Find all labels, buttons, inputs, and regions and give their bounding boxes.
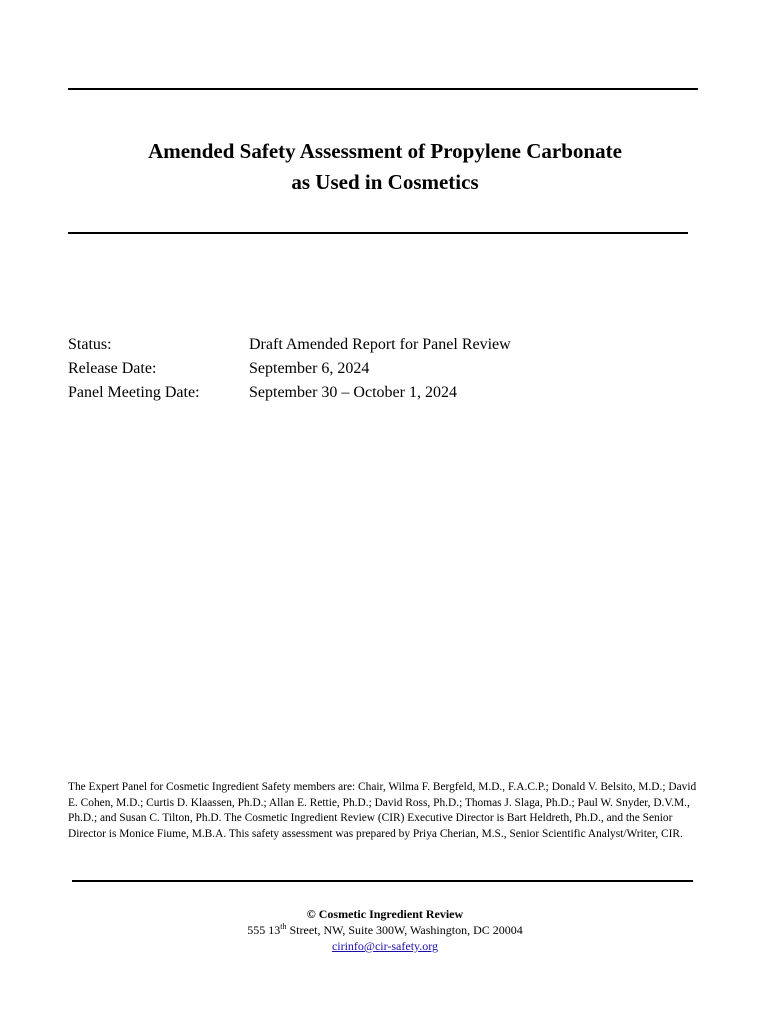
panel-meeting-date-label: Panel Meeting Date: <box>68 384 200 401</box>
document-title-line-2: as Used in Cosmetics <box>291 170 479 194</box>
contact-email-link[interactable]: cirinfo@cir-safety.org <box>331 939 439 953</box>
status-label: Status: <box>68 336 112 353</box>
expert-panel-note: The Expert Panel for Cosmetic Ingredient Safety members are: Chair, Wilma F. Bergfeld, M.D., F.A.C.P.; Donald V. Belsito, M.D.; David E. Cohen, M.D.; Curtis D. Klaassen, Ph.D.; Allan E. Rettie, Ph.D.; David Ross, Ph.D.; Thomas J. Slaga, Ph.D.; Paul W. Snyder, D.V.M., Ph.D.; and Susan C. Tilton, Ph.D. The Cosmetic Ingredient Review (CIR) Executive Director is Bart Heldreth, Ph.D., and the Senior Director is Monice Fiume, M.B.A. This safety assessment was prepared by Priya Cherian, M.S., Senior Scientific Analyst/Writer, CIR. <box>68 781 697 840</box>
email-line <box>0 938 770 954</box>
title-divider <box>68 232 688 234</box>
address-street-number: 555 13 <box>247 923 281 937</box>
panel-meeting-date-value: September 30 – October 1, 2024 <box>249 384 457 401</box>
status-value: Draft Amended Report for Panel Review <box>249 336 511 353</box>
address-line <box>0 922 770 938</box>
footer-divider <box>72 880 693 882</box>
top-divider <box>68 88 698 90</box>
release-date-label: Release Date: <box>68 360 157 377</box>
copyright-line: © Cosmetic Ingredient Review <box>306 907 464 921</box>
address-ordinal-suffix: th <box>280 922 287 931</box>
document-title-line-1: Amended Safety Assessment of Propylene Carbonate <box>148 139 622 163</box>
release-date-value: September 6, 2024 <box>249 360 370 377</box>
address-rest: Street, NW, Suite 300W, Washington, DC 20004 <box>286 923 523 937</box>
